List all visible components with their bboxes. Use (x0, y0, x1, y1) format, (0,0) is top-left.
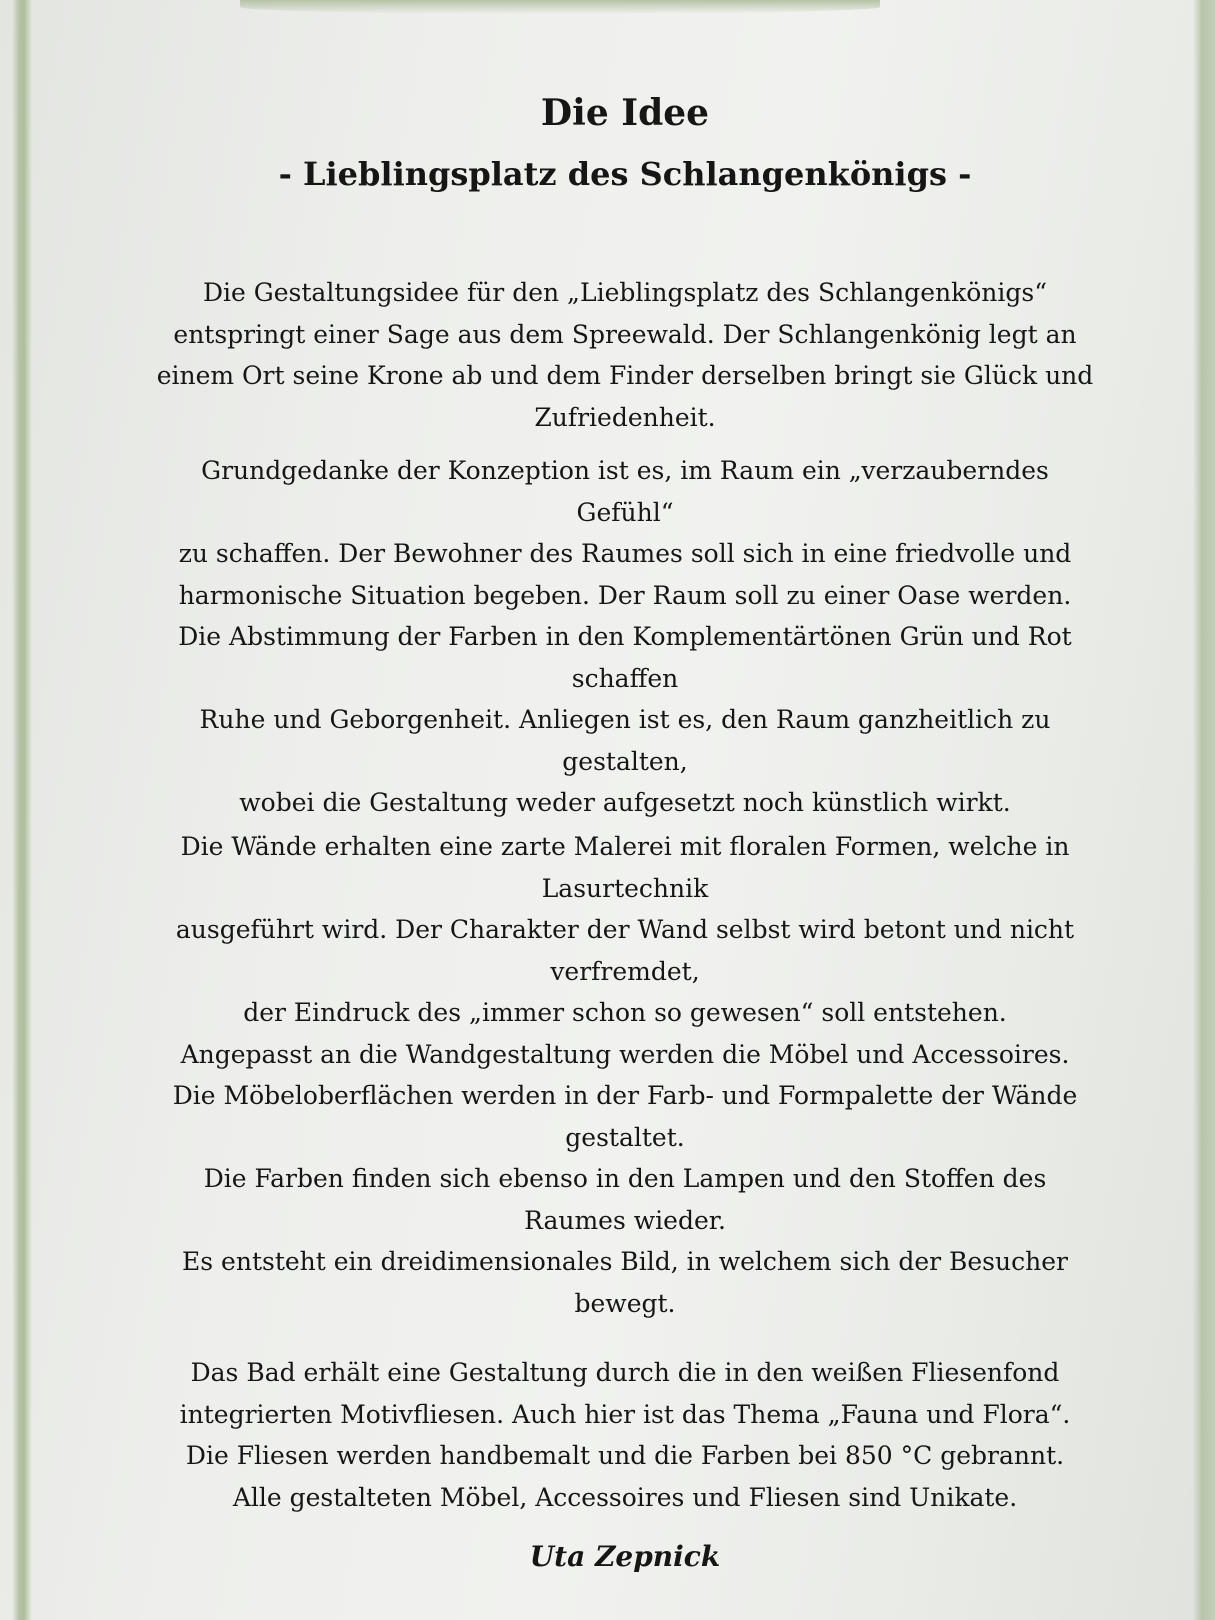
document-subtitle: - Lieblingsplatz des Schlangenkönigs - (278, 155, 972, 193)
text-line: Die Gestaltungsidee für den „Lieblingsplatz des Schlangenkönigs“ (203, 278, 1047, 307)
text-line: Zufriedenheit. (534, 402, 716, 432)
text-line: integrierten Motivfliesen. Auch hier ist das Thema „Fauna und Flora“. (179, 1399, 1071, 1429)
text-line: harmonische Situation begeben. Der Raum soll zu einer Oase werden. (178, 580, 1072, 610)
text-line: Es entsteht ein dreidimensionales Bild, in welchem sich der Besucher (182, 1247, 1068, 1276)
text-line: Angepasst an die Wandgestaltung werden die Möbel und Accessoires. (180, 1039, 1070, 1069)
text-line: Gefühl“ (576, 497, 674, 527)
text-line: entspringt einer Sage aus dem Spreewald. Der Schlangenkönig legt an (173, 319, 1077, 349)
text-line: Raumes wieder. (524, 1205, 726, 1235)
text-line: Die Fliesen werden handbemalt und die Farben bei 850 °C gebrannt. (185, 1441, 1065, 1470)
text-line: der Eindruck des „immer schon so gewesen“ soll entstehen. (243, 998, 1007, 1027)
text-line: gestalten, (562, 746, 688, 776)
text-line: gestaltet. (565, 1122, 685, 1152)
text-line: Grundgedanke der Konzeption ist es, im Raum ein „verzauberndes (201, 456, 1049, 485)
text-line: ausgeführt wird. Der Charakter der Wand selbst wird betont und nicht (175, 915, 1075, 944)
text-line: Die Abstimmung der Farben in den Komplementärtönen Grün und Rot (178, 622, 1072, 651)
right-green-border (1193, 0, 1215, 1620)
left-green-border (12, 0, 32, 1620)
document-title: Die Idee (540, 92, 710, 134)
text-line: Das Bad erhält eine Gestaltung durch die in den weißen Fliesenfond (190, 1358, 1060, 1387)
text-line: Lasurtechnik (541, 873, 709, 903)
text-line: Ruhe und Geborgenheit. Anliegen ist es, den Raum ganzheitlich zu (199, 705, 1051, 734)
text-line: bewegt. (574, 1288, 676, 1318)
text-line: Die Farben finden sich ebenso in den Lampen und den Stoffen des (203, 1164, 1047, 1193)
paragraph-bathroom (130, 1352, 1120, 1518)
text-line: einem Ort seine Krone ab und dem Finder derselben bringt sie Glück und (156, 361, 1094, 390)
document-body (130, 0, 1120, 1620)
text-line: wobei die Gestaltung weder aufgesetzt noch künstlich wirkt. (239, 788, 1011, 817)
text-line: Die Wände erhalten eine zarte Malerei mit floralen Formen, welche in (180, 832, 1070, 861)
author-signature: Uta Zepnick (529, 1540, 721, 1573)
text-line: verfremdet, (550, 956, 700, 986)
text-line: zu schaffen. Der Bewohner des Raumes soll sich in eine friedvolle und (178, 539, 1072, 568)
text-line: Alle gestalteten Möbel, Accessoires und Fliesen sind Unikate. (232, 1482, 1018, 1512)
text-line: Die Möbeloberflächen werden in der Farb- und Formpalette der Wände (172, 1081, 1078, 1110)
paragraph-intro (130, 272, 1120, 438)
text-line: schaffen (571, 663, 679, 693)
paragraph-walls (130, 826, 1120, 1324)
paragraph-concept (130, 450, 1120, 824)
